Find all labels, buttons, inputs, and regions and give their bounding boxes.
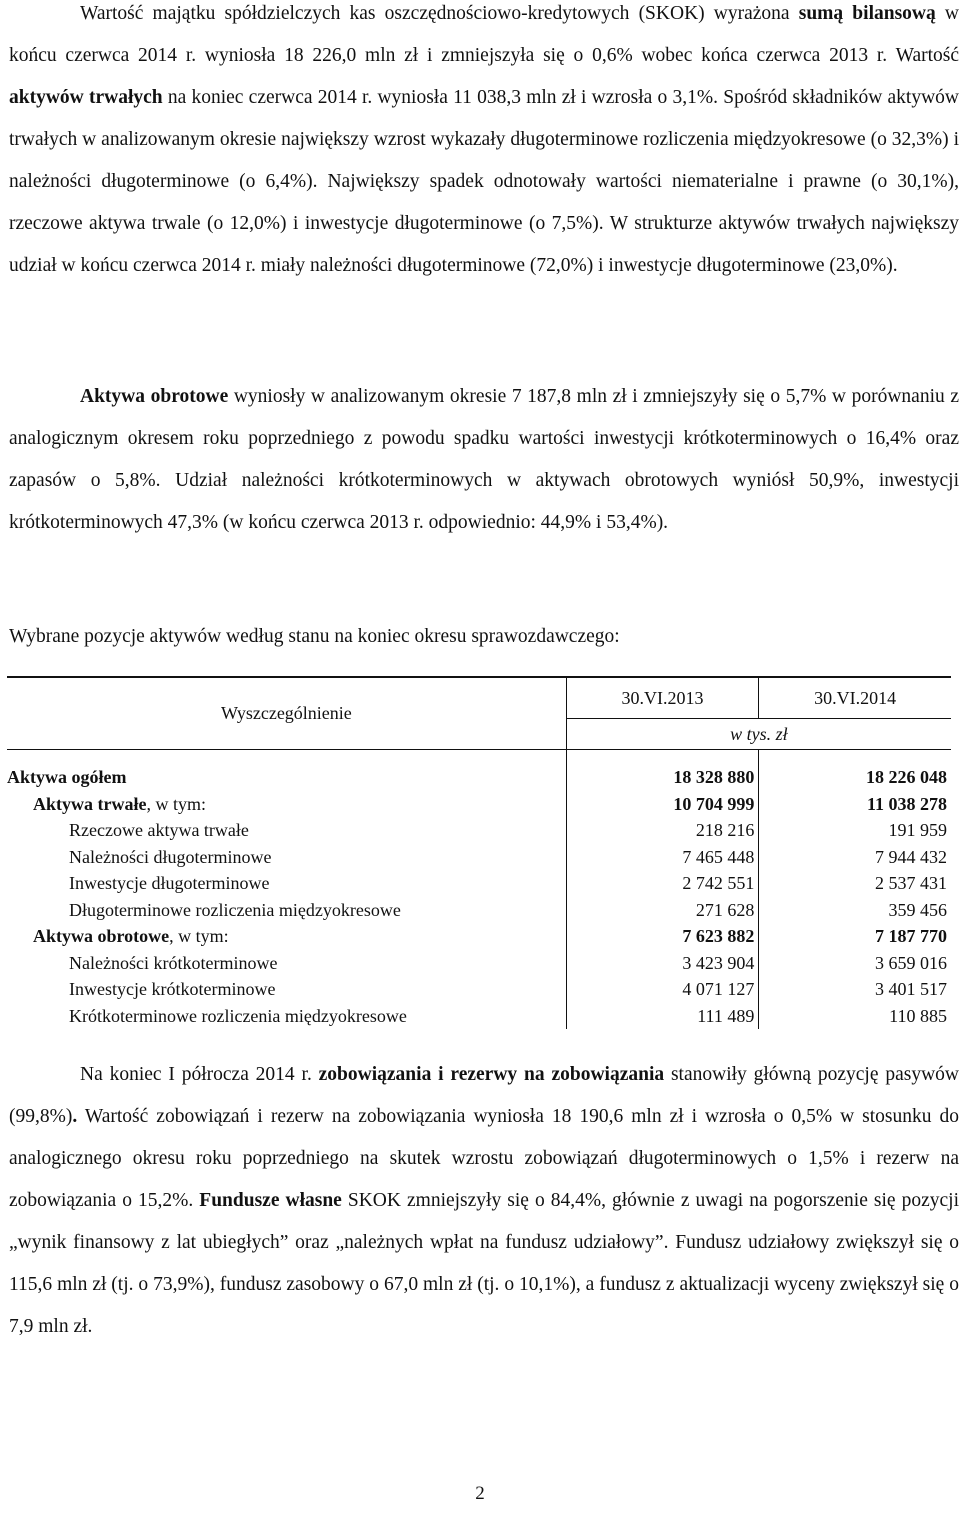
p1-text-1: Wartość majątku spółdzielczych kas oszczędnościowo-kredytowych (SKOK) wyrażona [80,3,799,24]
table-row [7,764,951,791]
row-value-2014: 11 038 278 [759,791,951,818]
table-row [7,791,951,818]
row-value-2014: 2 537 431 [759,870,951,897]
row-value-2013: 111 489 [566,1003,759,1030]
row-value-2013: 4 071 127 [566,976,759,1003]
row-label-text: , w tym: [169,926,229,946]
table-row [7,870,951,897]
row-value-2013: 2 742 551 [566,870,759,897]
row-label-bold: Aktywa trwałe [33,793,147,814]
row-value-2014: 3 401 517 [759,976,951,1003]
p1-bold-fixed-assets: aktywów trwałych [9,87,163,108]
row-value-2013: 218 216 [566,817,759,844]
paragraph-fixed-assets [9,0,959,287]
p3-text-4: SKOK zmniejszyły się o 84,4%, głównie z uwagi na pogorszenie się pozycji „wynik finansowy z lat ubiegłych” oraz „należnych wpłat na fundusz udziałowy”. Fundusz udziałowy zwiększył się o 115,6 mln zł (tj. o 73,9%), fundusz zasobowy o 67,0 mln zł (tj. o 10,1%), a fundusz z aktualizacji wyceny zwiększył się o 7,9 mln zł. [9,1190,959,1337]
row-value-2014: 7 944 432 [759,844,951,871]
row-value-2013: 7 465 448 [566,844,759,871]
row-value-2013: 10 704 999 [566,791,759,818]
row-label-text: Należności długoterminowe [69,846,272,867]
p2-text: wyniosły w analizowanym okresie 7 187,8 mln zł i zmniejszyły się o 5,7% w porównaniu z analogicznym okresem roku poprzedniego z powodu spadku wartości inwestycji krótkoterminowych o 16,4% oraz zapasów o 5,8%. Udział należności krótkoterminowych w aktywach obrotowych wyniósł 50,9%, inwestycji krótkoterminowych 47,3% (w końcu czerwca 2013 r. odpowiednio: 44,9% i 53,4%). [9,386,959,533]
header-year-2014: 30.VI.2014 [759,677,951,719]
row-label [7,897,566,924]
row-value-2013: 7 623 882 [566,923,759,950]
p3-text-2: stanowiły główną pozycję pasywów (99,8%) [9,1064,959,1127]
table-body [7,764,951,1029]
row-value-2014: 359 456 [759,897,951,924]
p3-bold-liabilities: zobowiązania i rezerwy na zobowiązania [318,1064,665,1085]
row-label [7,817,566,844]
p1-text-2: w końcu czerwca 2014 r. wyniosła 18 226,0 mln zł i zmniejszyła się o 0,6% wobec końca czerwca 2013 r. Wartość [9,3,959,66]
table-row [7,844,951,871]
row-label [7,791,566,818]
p2-bold-current-assets: Aktywa obrotowe [80,386,229,407]
header-name: Wyszczególnienie [7,677,566,750]
table-row [7,1003,951,1030]
row-label-text: Rzeczowe aktywa trwałe [69,820,249,840]
table-row [7,817,951,844]
row-label [7,950,566,977]
row-value-2014: 18 226 048 [759,764,951,791]
row-label [7,1003,566,1030]
table-row [7,897,951,924]
p3-bold-own-funds: Fundusze własne [199,1190,342,1211]
row-label-bold: Aktywa obrotowe [33,926,170,946]
p1-text-3: na koniec czerwca 2014 r. wyniosła 11 038,3 mln zł i wzrosła o 3,1%. Spośród składników aktywów trwałych w analizowanym okresie największy wzrost wykazały długoterminowe rozliczenia międzyokresowe (o 32,3%) i należności długoterminowe (o 6,4%). Największy spadek odnotowały wartości niematerialne i prawne (o 30,1%), rzeczowe aktywa trwale (o 12,0%) i inwestycje długoterminowe (o 7,5%). W strukturze aktywów trwałych największy udział w końcu czerwca 2014 r. miały należności długoterminowe (72,0%) i inwestycje długoterminowe (23,0%). [9,87,959,276]
row-value-2014: 191 959 [759,817,951,844]
paragraph-liabilities [9,1054,959,1348]
row-label [7,923,566,950]
row-label [7,844,566,871]
row-label-text: Inwestycje krótkoterminowe [69,979,276,999]
table-row [7,976,951,1003]
p3-text-3: Wartość zobowiązań i rezerw na zobowiązania wyniosła 18 190,6 mln zł i wzrosła o 0,5% w stosunku do analogicznego okresu roku poprzedniego na skutek wzrostu zobowiązań długoterminowych o 1,5% i rezerw na zobowiązania o 15,2%. [9,1106,959,1211]
row-value-2013: 18 328 880 [566,764,759,791]
row-label-text: Krótkoterminowe rozliczenia międzyokresowe [69,1005,407,1026]
table-row [7,923,951,950]
header-unit: w tys. zł [566,719,951,750]
row-value-2014: 7 187 770 [759,923,951,950]
row-label [7,976,566,1003]
p3-text-1: Na koniec I półrocza 2014 r. [80,1064,319,1085]
table-caption: Wybrane pozycje aktywów według stanu na koniec okresu sprawozdawczego: [9,626,620,647]
header-year-2013: 30.VI.2013 [566,677,759,719]
row-label-bold: Aktywa ogółem [7,767,127,787]
paragraph-current-assets [9,376,959,544]
row-label-text: Inwestycje długoterminowe [69,873,270,893]
row-label-text: Należności krótkoterminowe [69,952,278,973]
table-row [7,950,951,977]
row-label-text: , w tym: [146,793,206,814]
row-value-2014: 110 885 [759,1003,951,1030]
page-number: 2 [475,1483,485,1504]
row-value-2013: 271 628 [566,897,759,924]
row-label [7,764,566,791]
p3-bold-dot: . [72,1106,78,1127]
assets-table [7,676,951,1029]
p1-bold-balance-sum: sumą bilansową [798,3,936,24]
row-label [7,870,566,897]
row-value-2014: 3 659 016 [759,950,951,977]
row-value-2013: 3 423 904 [566,950,759,977]
row-label-text: Długoterminowe rozliczenia międzyokresowe [69,899,401,920]
